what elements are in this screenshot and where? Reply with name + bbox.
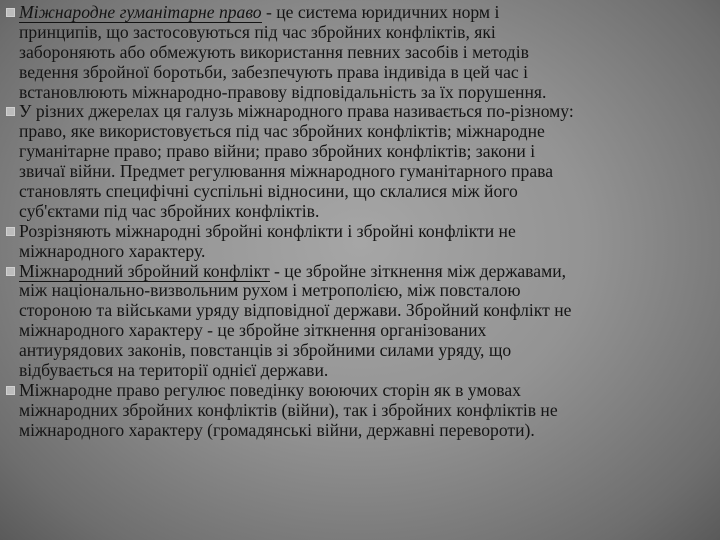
text-line: міжнародного характеру - це збройне зіткнення організованих bbox=[19, 320, 487, 341]
text-line: ведення збройної боротьби, забезпечують права індивіда в цей час і bbox=[19, 61, 528, 82]
paragraph-names bbox=[18, 102, 718, 221]
bullet-icon bbox=[6, 8, 15, 17]
text-line: міжнародного характеру (громадянські війни, державні перевороти). bbox=[19, 419, 535, 440]
text-line: У різних джерелах ця галузь міжнародного права називається по-різному: bbox=[19, 101, 574, 122]
slide-body bbox=[18, 3, 718, 441]
text-line: становлять специфічні суспільні відносини, що склалися між його bbox=[19, 181, 518, 202]
bullet-icon bbox=[6, 386, 15, 395]
text-line: Розрізняють міжнародні збройні конфлікти і збройні конфлікти не bbox=[19, 220, 516, 241]
text-line: право, яке використовується під час збройних конфліктів; міжнародне bbox=[19, 121, 545, 142]
paragraph-types bbox=[18, 222, 718, 262]
text-line: звичаї війни. Предмет регулювання міжнародного гуманітарного права bbox=[19, 161, 554, 182]
term-ihl: Міжнародне гуманітарне право bbox=[19, 2, 262, 22]
text-line: антиурядових законів, повстанців зі збройними силами уряду, що bbox=[19, 340, 512, 361]
text-line: забороняють або обмежують використання певних засобів і методів bbox=[19, 41, 529, 62]
text-line: Міжнародне гуманітарне право - це система юридичних норм і bbox=[19, 2, 500, 22]
bullet-icon bbox=[6, 107, 15, 116]
text-line: стороною та військами уряду відповідної держави. Збройний конфлікт не bbox=[19, 300, 572, 321]
paragraph-definition bbox=[18, 3, 718, 102]
text-line: міжнародних збройних конфліктів (війни), так і збройних конфліктів не bbox=[19, 399, 558, 420]
text-line: між національно-визвольним рухом і метрополією, між повсталою bbox=[19, 280, 521, 301]
text-line: Міжнародний збройний конфлікт - це збройне зіткнення між державами, bbox=[19, 260, 567, 281]
term-international-conflict: Міжнародний збройний конфлікт bbox=[19, 260, 270, 281]
paragraph-international-conflict bbox=[18, 262, 718, 381]
bullet-icon bbox=[6, 267, 15, 276]
text-line: відбувається на території однієї держави. bbox=[19, 360, 329, 381]
text-line: принципів, що застосовуються під час збройних конфліктів, які bbox=[19, 21, 496, 42]
paragraph-regulation bbox=[18, 381, 718, 441]
bullet-icon bbox=[6, 227, 15, 236]
text-line: гуманітарне право; право війни; право збройних конфліктів; закони і bbox=[19, 141, 536, 162]
text-line: встановлюють міжнародно-правову відповідальність за їх порушення. bbox=[19, 81, 547, 102]
text-line: суб'єктами під час збройних конфліктів. bbox=[19, 200, 320, 221]
text-line: Міжнародне право регулює поведінку воюючих сторін як в умовах bbox=[19, 379, 521, 400]
text-line: міжнародного характеру. bbox=[19, 240, 206, 261]
